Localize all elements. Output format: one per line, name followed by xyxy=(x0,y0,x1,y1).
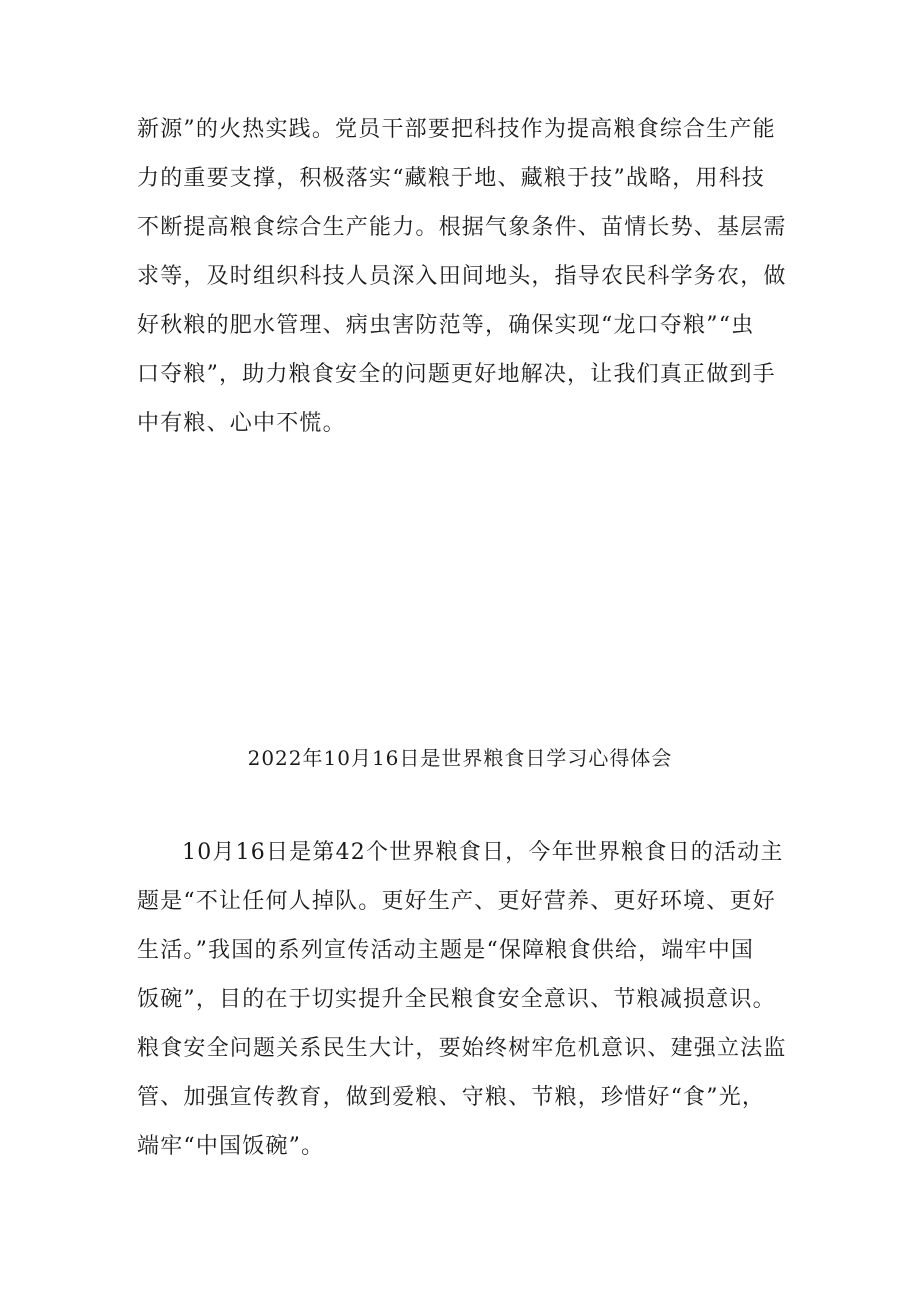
paragraph-line: 饭碗”，目的在于切实提升全民粮食安全意识、节粮减损意识。 xyxy=(137,987,776,1012)
paragraph-line: 10月16日是第42个世界粮食日，今年世界粮食日的活动主 xyxy=(182,840,784,865)
paragraph-line: 口夺粮”，助力粮食安全的问题更好地解决，让我们真正做到手 xyxy=(137,362,776,387)
paragraph-line: 中有粮、心中不慌。 xyxy=(137,411,346,436)
paragraph-line: 求等，及时组织科技人员深入田间地头，指导农民科学务农，做 xyxy=(137,264,787,289)
paragraph-line: 新源”的火热实践。党员干部要把科技作为提高粮食综合生产能 xyxy=(137,117,776,142)
paragraph-line: 粮食安全问题关系民生大计，要始终树牢危机意识、建强立法监 xyxy=(137,1036,787,1061)
paragraph-line: 不断提高粮食综合生产能力。根据气象条件、苗情长势、基层需 xyxy=(137,215,787,240)
paragraph-line: 题是“不让任何人掉队。更好生产、更好营养、更好环境、更好 xyxy=(137,889,776,914)
paragraph-line: 端牢“中国饭碗”。 xyxy=(137,1134,325,1159)
paragraph-line: 力的重要支撑，积极落实“藏粮于地、藏粮于技”战略，用科技 xyxy=(137,166,766,191)
paragraph-line: 管、加强宣传教育，做到爱粮、守粮、节粮，珍惜好“食”光， xyxy=(137,1085,766,1110)
paragraph-line: 好秋粮的肥水管理、病虫害防范等，确保实现“龙口夺粮”“虫 xyxy=(137,313,755,338)
paragraph-line: 生活。”我国的系列宣传活动主题是“保障粮食供给，端牢中国 xyxy=(137,938,755,963)
document-title: 2022年10月16日是世界粮食日学习心得体会 xyxy=(247,746,673,770)
